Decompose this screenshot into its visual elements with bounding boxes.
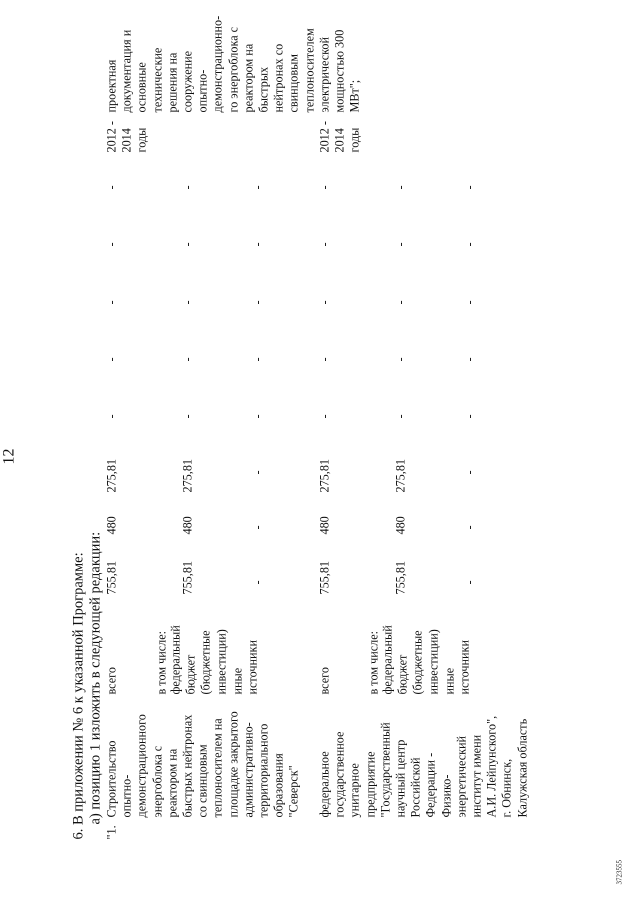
dash-r5-c3: -: [393, 300, 408, 305]
funding-label-federal: федеральный бюджет (бюджетные инвестиции): [168, 625, 229, 695]
federal-value-2012: 480: [180, 516, 195, 535]
federal-value-all-2: 755,81: [393, 560, 408, 595]
funding-label-other: иные источники: [230, 640, 260, 695]
funding-label-including: в том числе:: [154, 630, 169, 695]
dash-r6-c5: -: [462, 185, 477, 190]
dash-r3-c3: -: [250, 300, 265, 305]
dash-r1-c1: -: [104, 414, 119, 419]
dash-r6-c3: -: [462, 300, 477, 305]
federal-value-all: 755,81: [180, 560, 195, 595]
total-value-2012: 480: [104, 516, 119, 535]
total-value-2012-2: 480: [317, 516, 332, 535]
dash-r2-c5: -: [180, 185, 195, 190]
year-range-2: 2012 - 2014 годы: [317, 121, 362, 153]
total-value-all-2: 755,81: [317, 560, 332, 595]
other-value-all-2: -: [462, 580, 477, 585]
funding-label-other-2: иные источники: [442, 640, 472, 695]
dash-r1-c3: -: [104, 300, 119, 305]
dash-r5-c2: -: [393, 357, 408, 362]
dash-r2-c3: -: [180, 300, 195, 305]
dash-r2-c2: -: [180, 357, 195, 362]
total-value-all: 755,81: [104, 560, 119, 595]
dash-r1-c4: -: [104, 242, 119, 247]
federal-value-2013-2: 275,81: [393, 458, 408, 493]
document-code: 3723555: [615, 860, 624, 885]
dash-r4-c3: -: [317, 300, 332, 305]
other-value-2013: -: [250, 470, 265, 475]
customer-name: федеральное государственное унитарное предприятие "Государственный научный центр Российской Федерации - Физико- энергетический институт имени А.И. Лейпунского", г. Обнинск, Калужская область: [317, 715, 530, 818]
other-value-2013-2: -: [462, 470, 477, 475]
rotated-content: [1, 0, 640, 905]
dash-r4-c5: -: [317, 185, 332, 190]
section-heading: 6. В приложении № 6 к указанной Программе:: [70, 552, 87, 840]
dash-r6-c1: -: [462, 414, 477, 419]
funding-label-including-2: в том числе:: [366, 630, 381, 695]
funding-label-total: всего: [104, 667, 119, 695]
dash-r1-c2: -: [104, 357, 119, 362]
dash-r4-c4: -: [317, 242, 332, 247]
other-value-2012: -: [250, 525, 265, 530]
dash-r5-c1: -: [393, 414, 408, 419]
result-description: проектная документация и основные технические решения на сооружение опытно- демонстрационно- го энергоблока с реактором на быстрых нейтронах со свинцовым теплоносителем электрической мощностью 300 МВт";: [104, 15, 362, 113]
dash-r6-c2: -: [462, 357, 477, 362]
row-number: "1.: [104, 825, 119, 840]
dash-r5-c4: -: [393, 242, 408, 247]
page-number: 12: [0, 448, 18, 465]
funding-label-federal-2: федеральный бюджет (бюджетные инвестиции): [380, 625, 441, 695]
subsection-heading: а) позицию 1 изложить в следующей редакции:: [87, 531, 104, 825]
dash-r3-c4: -: [250, 242, 265, 247]
dash-r3-c1: -: [250, 414, 265, 419]
dash-r2-c1: -: [180, 414, 195, 419]
total-value-2013-2: 275,81: [317, 458, 332, 493]
dash-r5-c5: -: [393, 185, 408, 190]
other-value-all: -: [250, 580, 265, 585]
total-value-2013: 275,81: [104, 458, 119, 493]
funding-label-total-2: всего: [317, 667, 332, 695]
federal-value-2013: 275,81: [180, 458, 195, 493]
dash-r2-c4: -: [180, 242, 195, 247]
object-name: Строительство опытно- демонстрационного энергоблока с реактором на быстрых нейтронах со свинцовым теплоносителем на площадке закрытого административно- территориального образования "Северск": [104, 711, 301, 818]
dash-r3-c5: -: [250, 185, 265, 190]
federal-value-2012-2: 480: [393, 516, 408, 535]
other-value-2012-2: -: [462, 525, 477, 530]
dash-r1-c5: -: [104, 185, 119, 190]
dash-r6-c4: -: [462, 242, 477, 247]
year-range-1: 2012 - 2014 годы: [104, 121, 149, 153]
dash-r4-c2: -: [317, 357, 332, 362]
dash-r3-c2: -: [250, 357, 265, 362]
dash-r4-c1: -: [317, 414, 332, 419]
